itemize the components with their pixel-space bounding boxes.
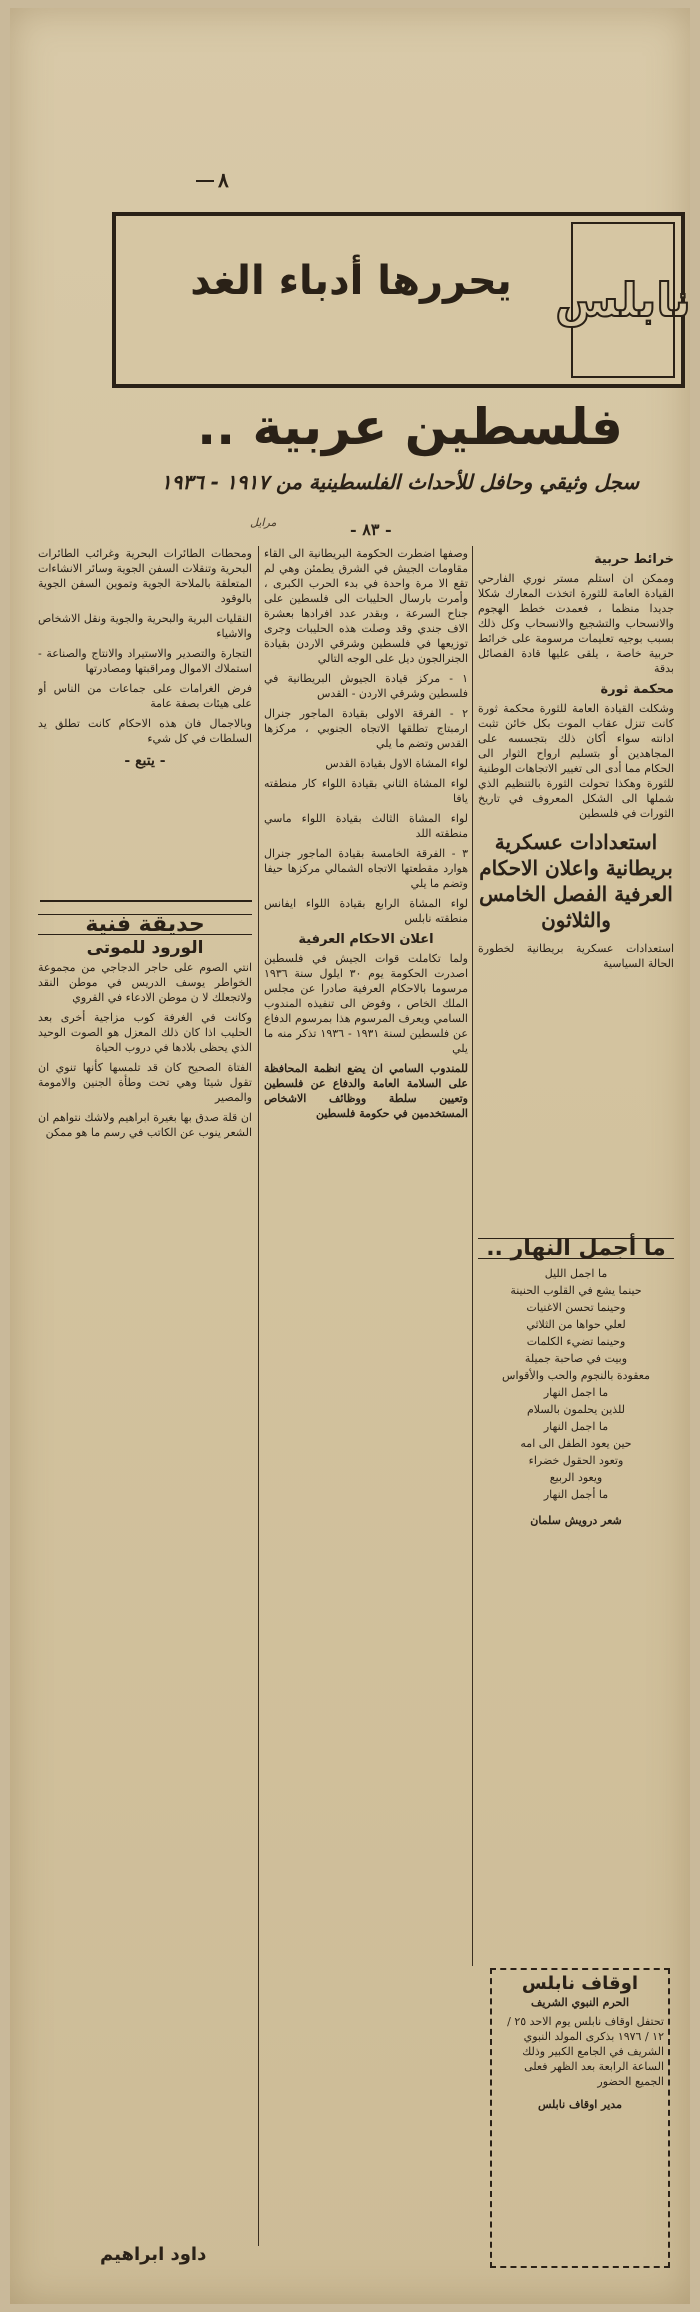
- article-column-left: [38, 546, 252, 886]
- poem-line: ما اجمل النهار: [543, 1420, 609, 1433]
- paragraph: فرض الغرامات على جماعات من الناس أو على هيئات بصفة عامة: [38, 682, 252, 710]
- paragraph: النقليات البرية والبحرية والجوية ونقل الاشخاص والاشياء: [38, 612, 252, 640]
- section-header: [112, 212, 691, 388]
- paragraph: وشكلت القيادة العامة للثورة محكمة ثورة كانت تنزل عقاب الموت بكل خائن تثبت ادانته سواء أكان ذلك بتجسسه على المجاهدين أو بتسليم ارواح الثوار الى الحكام مما أدى الى تغيير الاتجاهات الوطنية للثورة وهكذا تحولت الثورة بالتنظيم الذي شملها الى الشكل المعروف في تاريخ الثورات في فلسطين: [478, 702, 674, 820]
- list-item: لواء المشاة الرابع بقيادة اللواء ايفانس منطقته نابلس: [264, 897, 468, 925]
- page-number: ٨: [218, 168, 229, 192]
- paragraph: وصفها اضطرت الحكومة البريطانية الى القاء مقاومات الجيش في الشرق يطمئن وهي لم تقع الا مرة واحدة في بدء الحرب الكبرى ، وأمرت بارسال الحليبات الى فلسطين على جناح السرعة ، وبقدر عدد افرادها بعشرة الاف جندي وقد وصلت هذه الحليبات وجرى توزيعها في فلسطين وشرقي الاردن بقيادة الجنرالجون ديل على الوجه التالي: [264, 547, 468, 665]
- paragraph: ان قلة صدق بها بغيرة ابراهيم ولاشك نتواهم ان الشعر ينوب عن الكاتب في رسم ما هو ممكن: [38, 1111, 252, 1139]
- poet-name: شعر درويش سلمان: [530, 1514, 622, 1527]
- poem-line: حينما يشع في القلوب الحنينة: [510, 1284, 642, 1297]
- header-logo: نابلس: [571, 222, 675, 378]
- paragraph: التجارة والتصدير والاستيراد والانتاج والصناعة - استملاك الاموال ومراقبتها ومصادرتها: [38, 647, 252, 675]
- poem-line: لعلي حواها من الثلاثي: [526, 1318, 626, 1331]
- literary-section: [38, 908, 252, 2238]
- article-title: فلسطين عربية ..: [197, 398, 623, 456]
- header-title: يحررها أدباء الغد: [190, 258, 512, 304]
- list-item: ٢ - الفرقة الاولى بقيادة الماجور جنرال ارمبتاج تطلقها الاتجاه الجنوبي ، مركزها القدس وتضم ما يلي: [264, 707, 468, 750]
- column-rule: [258, 546, 259, 2246]
- handwritten-note: مرايل: [250, 516, 277, 529]
- paragraph: وكانت في الغرفة كوب مزاجية أخرى بعد الحليب اذا كان ذلك المعزل هو الصوت الوحيد الذي يحظى بلادها في دروب الحياة: [38, 1011, 252, 1054]
- paragraph: ومحطات الطائرات البحرية وغرائب الطائرات البحرية وتنقلات السفن الجوية وسائر الانشاءات المتعلقة بالملاحة الجوية وتموين السفن الجوية بالوقود: [38, 547, 252, 605]
- author-signature: داود ابراهيم: [100, 2244, 207, 2265]
- paragraph: الفتاة الصحيح كان قد تلمسها كأنها تنوي ان تقول شيئا وهي تحت وطأة الجنين والامومة والمصير: [38, 1061, 252, 1104]
- poem-line: وحينما تضيء الكلمات: [526, 1335, 626, 1348]
- to-be-continued: - يتبع -: [124, 753, 166, 769]
- list-item: ٣ - الفرقة الخامسة بقيادة الماجور جنرال هوارد مقطعتها الاتجاه الشمالي مركزها حيفا وتضم ما يلي: [264, 847, 468, 890]
- poem-line: للذين يحلمون بالسلام: [526, 1403, 626, 1416]
- announcement-body: تحتفل اوقاف نابلس يوم الاحد ٢٥ / ١٢ / ١٩٧٦ بذكرى المولد النبوي الشريف في الجامع الكبير وذلك الساعة الرابعة بعد الظهر فعلى الجميع الحضور: [507, 2015, 664, 2088]
- announcement-box: [490, 1968, 670, 2268]
- section-heading-large: استعدادات عسكرية بريطانية واعلان الاحكام العرفية الفصل الخامس والثلاثون: [479, 830, 673, 932]
- paragraph: وبالاجمال فان هذه الاحكام كانت تطلق يد السلطات في كل شيء: [38, 717, 252, 745]
- poem-line: ما اجمل الليل: [544, 1267, 608, 1280]
- poem-line: وحينما تحسن الاغنيات: [526, 1301, 626, 1314]
- paragraph: استعدادات عسكرية بريطانية لخطورة الحالة السياسية: [478, 942, 674, 970]
- poem-line: وتعود الحقول خضراء: [528, 1454, 624, 1467]
- list-item: لواء المشاة الثاني بقيادة اللواء كار منطقته يافا: [264, 777, 468, 805]
- poem-line: وبيت في صاحبة جميلة: [524, 1352, 628, 1365]
- column-rule: [472, 546, 473, 1966]
- poem-line: معقودة بالنجوم والحب والأقواس: [502, 1369, 650, 1382]
- section-heading: اعلان الاحكام العرفية: [298, 932, 434, 947]
- poem-line: ما اجمل النهار: [543, 1386, 609, 1399]
- poem-block: [478, 1232, 674, 1962]
- section-divider: [40, 900, 252, 902]
- literary-article-title: الورود للموتى: [86, 938, 204, 958]
- article-column-right: [478, 546, 674, 1226]
- paragraph: وممكن ان استلم مستر نوري الفارحي القيادة العامة للثورة اتخذت المعارك شكلا جديدا منظما ، فعمدت خطط الهجوم والانسحاب والتشجيع والانسحاب وكل ذلك بسبب بوجيه تعليمات مرسومة على خرائط حربية خاصة ، يلقى عليها قادة الفصائل بدقة: [478, 572, 674, 675]
- poem-title: ما أجمل النهار ..: [478, 1238, 674, 1259]
- poem-line: حين يعود الطفل الى امه: [520, 1437, 632, 1450]
- page-number-dash: [196, 180, 214, 182]
- section-heading: محكمة ثورة: [600, 682, 674, 697]
- list-item: لواء المشاة الاول بقيادة القدس: [325, 757, 468, 770]
- literary-section-title: حديقة فنية: [38, 914, 252, 935]
- article-column-middle: [264, 546, 468, 2246]
- paragraph: انتي الصوم على حاجر الدجاجي من مجموعة الخواطر يوسف الدريس في موطن النقد ولاتجعلك لا ن موطن الادعاء في القروي: [38, 961, 252, 1004]
- paragraph: للمندوب السامي ان يضع انظمة المحافظة على السلامة العامة والدفاع عن فلسطين وتعيين سلطة ووظائف الاشخاص المستخدمين في حكومة فلسطين: [264, 1062, 468, 1120]
- list-item: لواء المشاة الثالث بقيادة اللواء ماسي منطقته اللد: [264, 812, 468, 840]
- section-heading: خرائط حربية: [594, 552, 674, 567]
- paragraph: ولما تكاملت قوات الجيش في فلسطين اصدرت الحكومة يوم ٣٠ ايلول سنة ١٩٣٦ مرسوما بالاحكام العرفية صادرا عن مجلس الملك الخاص ، وفوض الى تنفيذه المندوب السامي ويعرف المرسوم هذا بمرسوم الدفاع عن فلسطين لسنة ١٩٣١ - ١٩٣٦ تذكر منه ما يلي: [264, 952, 468, 1055]
- announcement-title: اوقاف نابلس: [521, 1973, 639, 1994]
- article-part-number: - ٨٣ -: [350, 520, 392, 539]
- list-item: ١ - مركز قيادة الجيوش البريطانية في فلسطين وشرقي الاردن - القدس: [264, 672, 468, 700]
- poem-line: ويعود الربيع: [549, 1471, 603, 1484]
- poem-line: ما أجمل النهار: [543, 1488, 609, 1501]
- announcement-signature: مدير اوقاف نابلس: [538, 2098, 622, 2111]
- article-subtitle: سجل وثيقي وحافل للأحداث الفلسطينية من ١٩١٧ - ١٩٣٦: [160, 470, 640, 494]
- announcement-subtitle: الحرم النبوي الشريف: [530, 1996, 630, 2009]
